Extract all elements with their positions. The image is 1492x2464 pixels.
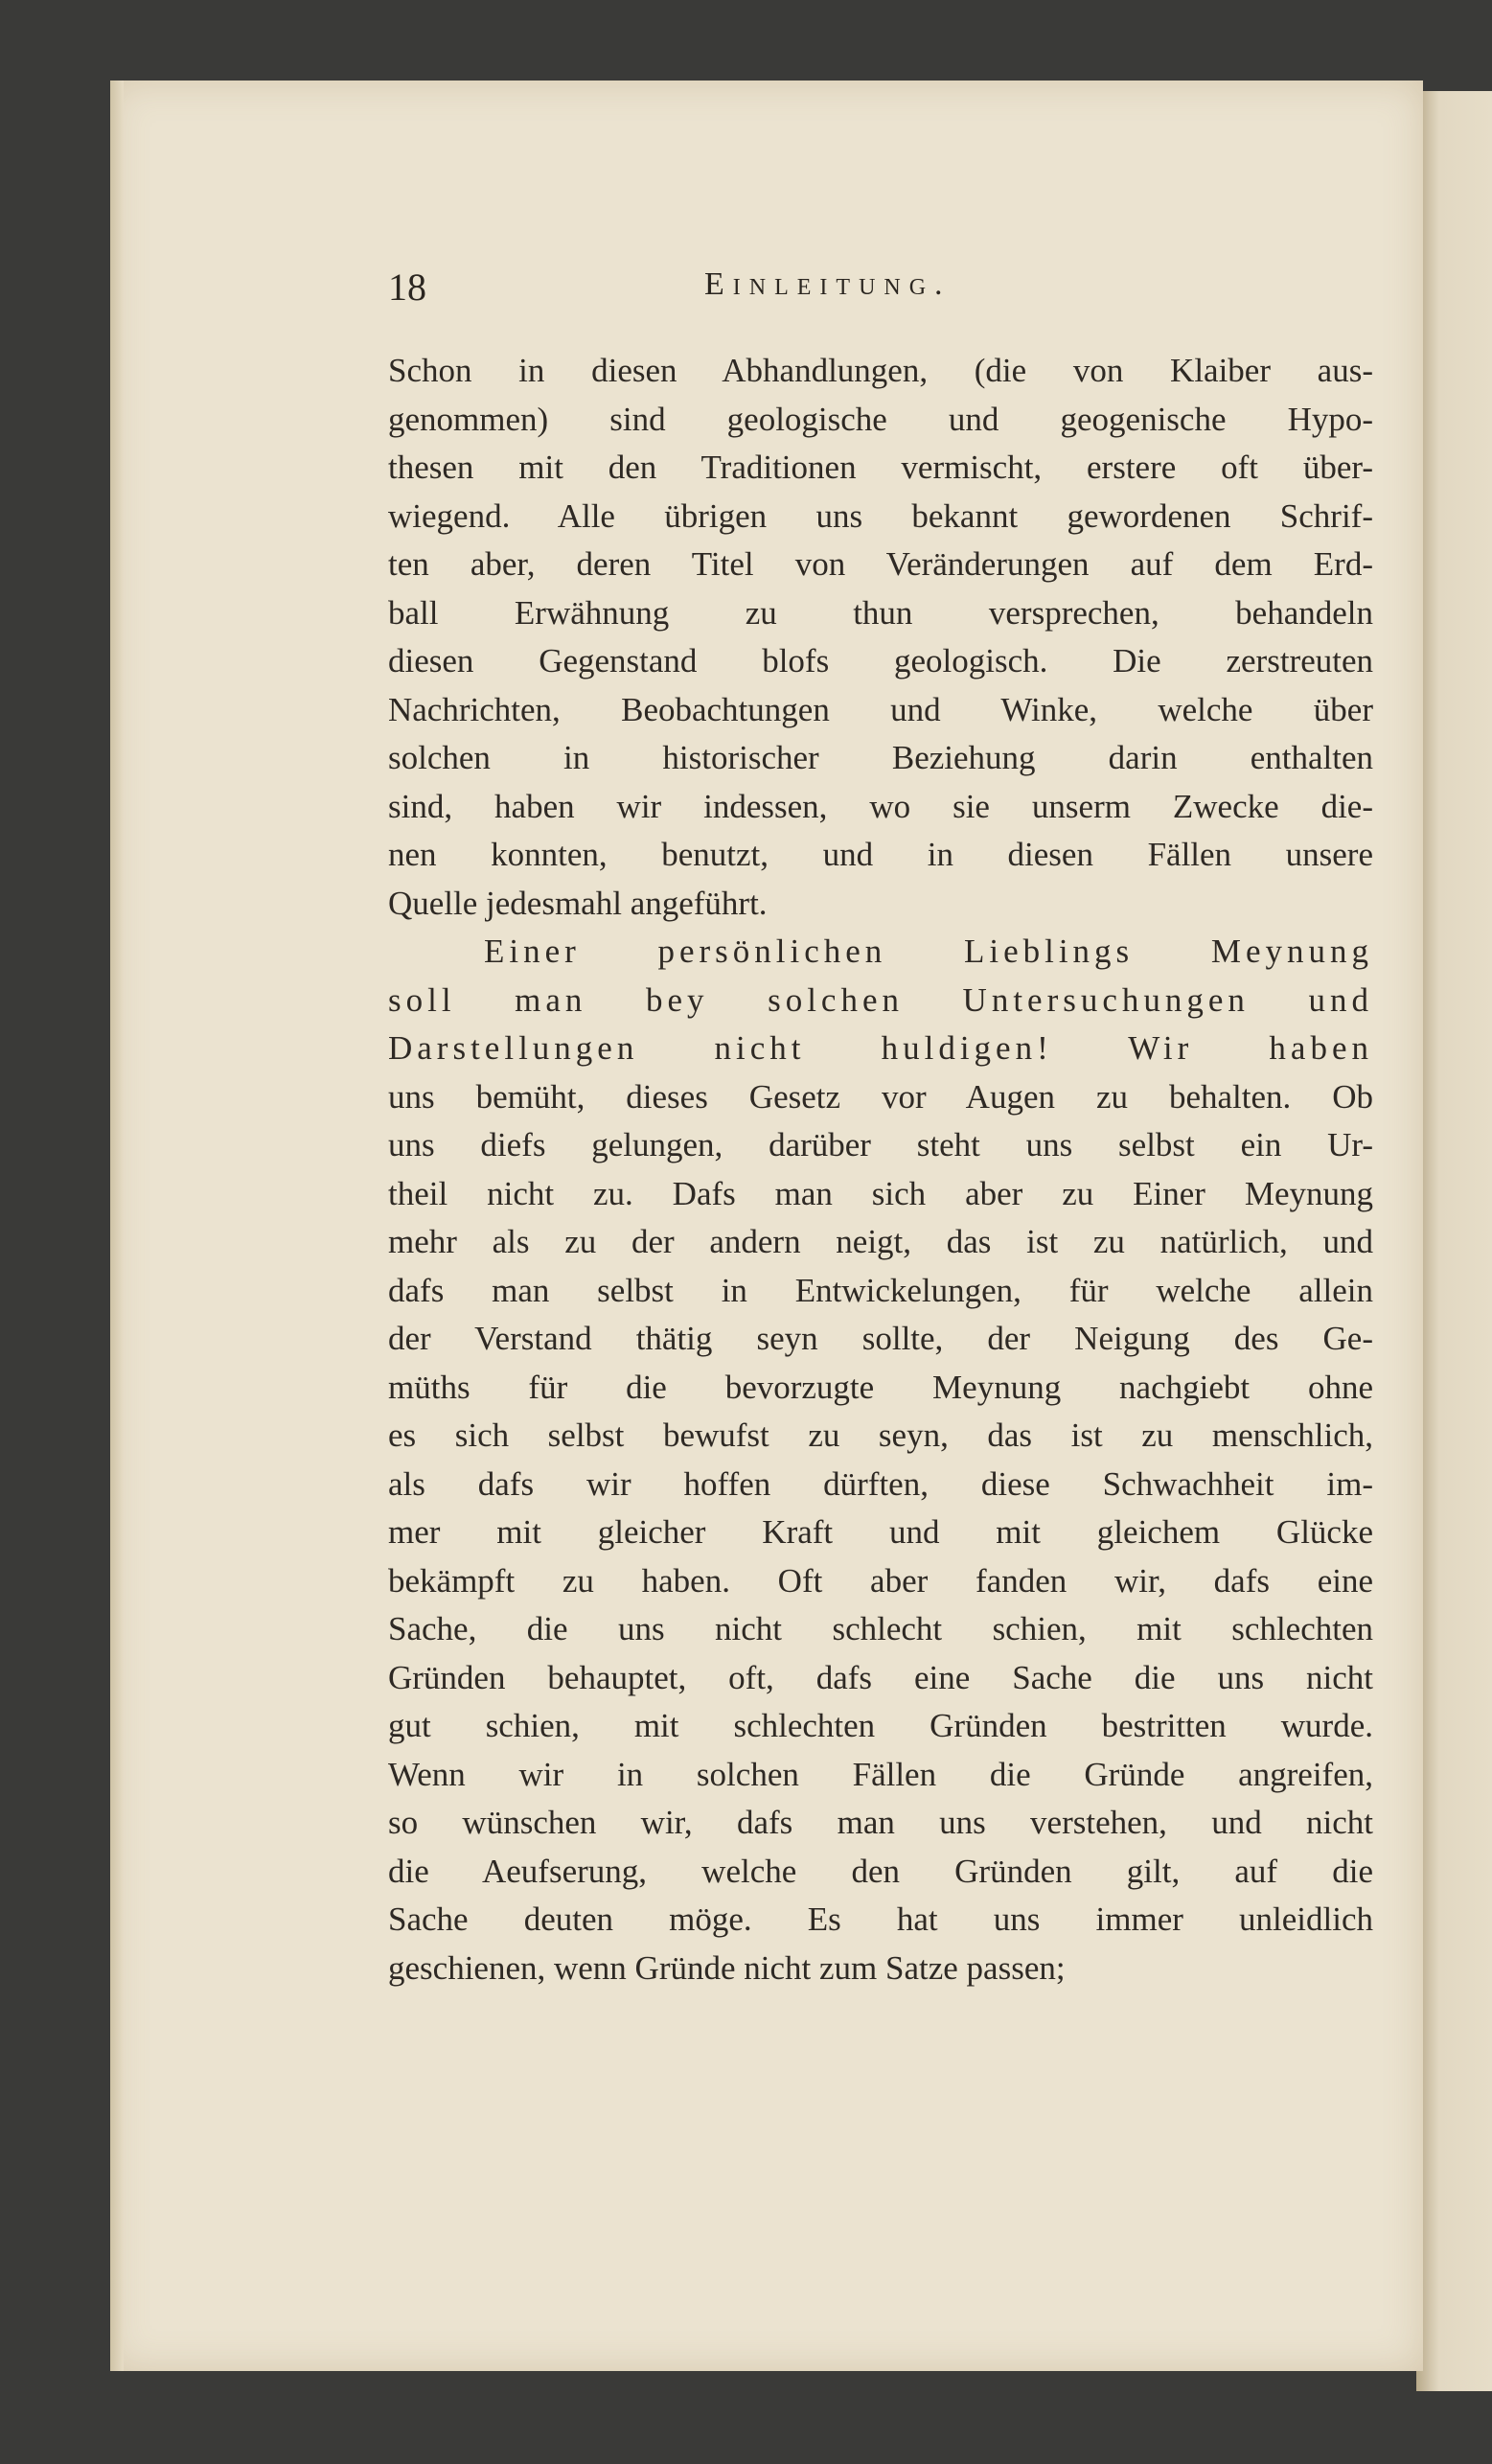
text-line: wiegend. Alle übrigen uns bekannt gewordenen Schrif- [388, 496, 1373, 535]
text-line: solchen in historischer Beziehung darin enthalten [388, 739, 1373, 776]
text-line: mehr als zu der andern neigt, das ist zu natürlich, und [388, 1223, 1373, 1260]
page-gutter [110, 81, 124, 2371]
facing-page-edge [1416, 91, 1492, 2391]
text-line: mer mit gleicher Kraft und mit gleichem Glücke [388, 1513, 1373, 1551]
text-line: dafs man selbst in Entwickelungen, für welche allein [388, 1271, 1373, 1309]
text-line: ball Erwähnung zu thun versprechen, behandeln [388, 593, 1373, 632]
text-line: als dafs wir hoffen dürften, diese Schwachheit im- [388, 1464, 1373, 1503]
text-line: Nachrichten, Beobachtungen und Winke, welche über [388, 690, 1373, 728]
text-line: Wenn wir in solchen Fällen die Gründe angreifen, [388, 1755, 1373, 1793]
text-line: diesen Gegenstand blofs geologisch. Die zerstreuten [388, 642, 1373, 679]
text-line: ten aber, deren Titel von Veränderungen auf dem Erd- [388, 545, 1373, 583]
text-line: thesen mit den Traditionen vermischt, erstere oft über- [388, 449, 1373, 486]
text-line: Darstellungen nicht huldigen! Wir haben [388, 1029, 1373, 1067]
text-line: bekämpft zu haben. Oft aber fanden wir, dafs eine [388, 1561, 1373, 1600]
text-line: sind, haben wir indessen, wo sie unserm Zwecke die- [388, 787, 1373, 825]
text-line: Schon in diesen Abhandlungen, (die von Klaiber aus- [388, 352, 1373, 389]
text-line: uns bemüht, dieses Gesetz vor Augen zu behalten. Ob [388, 1077, 1373, 1116]
body-text [388, 347, 1373, 1992]
text-line: es sich selbst bewufst zu seyn, das ist zu menschlich, [388, 1416, 1373, 1454]
text-line: geschienen, wenn Gründe nicht zum Satze passen; [388, 1948, 1066, 1987]
text-line: die Aeufserung, welche den Gründen gilt, auf die [388, 1852, 1373, 1890]
text-line: theil nicht zu. Dafs man sich aber zu Einer Meynung [388, 1174, 1373, 1212]
text-line: Einer persönlichen Lieblings Meynung [484, 933, 1373, 970]
text-line: gut schien, mit schlechten Gründen bestritten wurde. [388, 1707, 1373, 1744]
text-line: genommen) sind geologische und geogenische Hypo- [388, 400, 1373, 438]
running-title: Einleitung. [704, 266, 952, 302]
text-line: soll man bey solchen Untersuchungen und [388, 980, 1373, 1019]
text-line: Gründen behauptet, oft, dafs eine Sache die uns nicht [388, 1658, 1373, 1696]
text-line: müths für die bevorzugte Meynung nachgiebt ohne [388, 1368, 1373, 1406]
text-line: so wünschen wir, dafs man uns verstehen, und nicht [388, 1804, 1373, 1841]
text-line: nen konnten, benutzt, und in diesen Fällen unsere [388, 836, 1373, 873]
text-line: uns diefs gelungen, darüber steht uns selbst ein Ur- [388, 1126, 1373, 1163]
page-header [388, 265, 1375, 312]
page-number: 18 [388, 265, 426, 309]
text-line: Sache deuten möge. Es hat uns immer unleidlich [388, 1900, 1373, 1938]
text-line: der Verstand thätig seyn sollte, der Neigung des Ge- [388, 1320, 1373, 1357]
text-line: Quelle jedesmahl angeführt. [388, 884, 768, 922]
text-line: Sache, die uns nicht schlecht schien, mit schlechten [388, 1610, 1373, 1647]
